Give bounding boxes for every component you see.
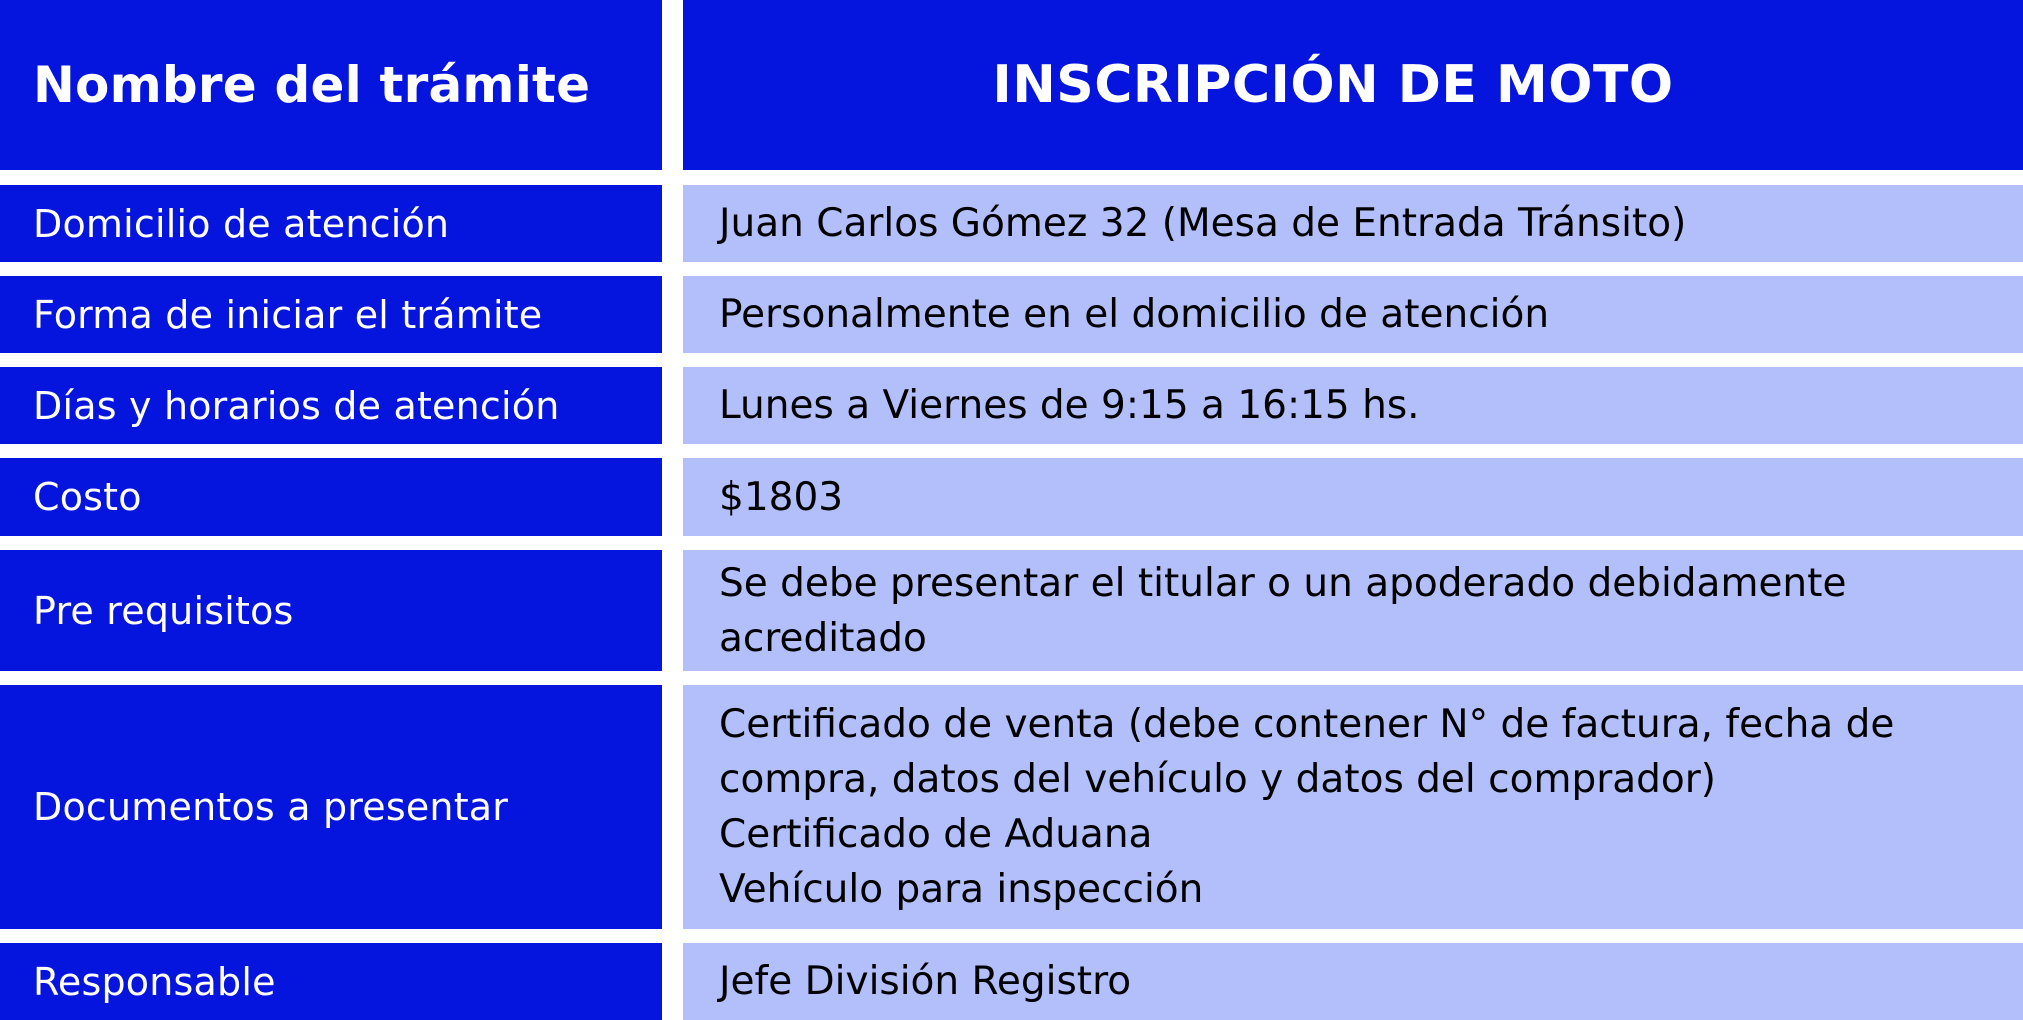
row-label-cell [0, 550, 662, 671]
row-label: Responsable [33, 959, 276, 1004]
row-value-cell [683, 276, 2023, 353]
row-label: Forma de iniciar el trámite [33, 292, 543, 337]
value-line: Vehículo para inspección [719, 867, 1204, 912]
row-label-cell [0, 685, 662, 929]
row-label: Días y horarios de atención [33, 383, 560, 428]
value-line: Personalmente en el domicilio de atención [719, 292, 1550, 337]
value-line: Se debe presentar el titular o un apoderado debidamente [719, 560, 1847, 606]
value-line: Juan Carlos Gómez 32 (Mesa de Entrada Tránsito) [719, 201, 1687, 246]
row-value-cell [683, 550, 2023, 671]
row-label-cell [0, 367, 662, 444]
row-label-cell [0, 458, 662, 536]
row-value-cell [683, 367, 2023, 444]
header-label: Nombre del trámite [33, 56, 591, 114]
row-value-cell [683, 943, 2023, 1020]
value-line: Certificado de venta (debe contener N° de factura, fecha de [719, 702, 1895, 747]
row-label-cell [0, 185, 662, 262]
row-label-cell [0, 276, 662, 353]
row-value [719, 697, 1894, 917]
row-label-cell [0, 943, 662, 1020]
procedure-title: INSCRIPCIÓN DE MOTO [992, 54, 1674, 115]
row-value [719, 470, 843, 525]
row-label: Documentos a presentar [33, 785, 509, 829]
row-value [719, 954, 1131, 1009]
value-line: Lunes a Viernes de 9:15 a 16:15 hs. [719, 383, 1420, 428]
value-line: $1803 [719, 474, 844, 520]
row-value-cell [683, 185, 2023, 262]
row-label: Pre requisitos [33, 588, 294, 633]
row-value [719, 196, 1686, 251]
row-value [719, 556, 1846, 666]
row-value-cell [683, 458, 2023, 536]
row-label: Costo [33, 475, 142, 519]
value-line: compra, datos del vehículo y datos del comprador) [719, 757, 1716, 802]
row-value-cell [683, 685, 2023, 929]
row-label: Domicilio de atención [33, 201, 450, 246]
header-label-cell [0, 0, 662, 170]
row-value [719, 378, 1420, 433]
row-value [719, 287, 1549, 342]
value-line: Certificado de Aduana [719, 812, 1153, 857]
value-line: acreditado [719, 615, 927, 661]
header-value-cell [683, 0, 2023, 170]
value-line: Jefe División Registro [719, 959, 1132, 1004]
